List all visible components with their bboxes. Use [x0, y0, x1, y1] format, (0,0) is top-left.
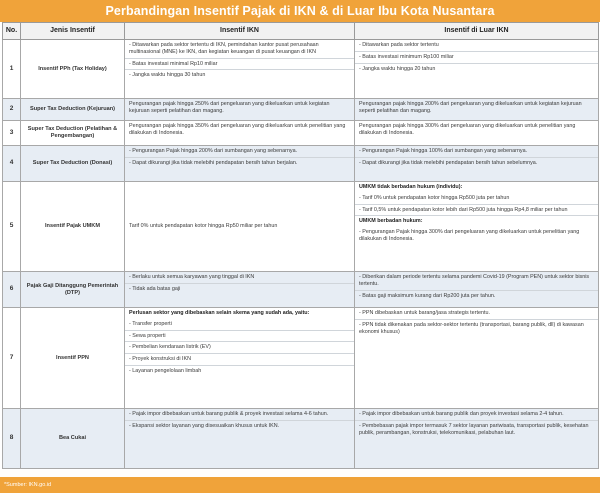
- luar-subheading: UMKM berbadan hukum:: [359, 218, 423, 225]
- row-ikn-cell: [125, 409, 355, 469]
- table-row: [3, 121, 599, 146]
- row-jenis: Pajak Gaji Ditanggung Pemerintah (DTP): [21, 272, 125, 308]
- luar-item: - Batas investasi minimum Rp100 miliar: [355, 52, 598, 64]
- row-luar-cell: [355, 99, 599, 121]
- row-luar-cell: [355, 121, 599, 146]
- luar-item: - Ditawarkan pada sektor tertentu: [355, 40, 598, 52]
- page-title: Perbandingan Insentif Pajak di IKN & di Luar Ibu Kota Nusantara: [0, 0, 600, 22]
- row-ikn-cell: [125, 99, 355, 121]
- row-luar-cell: [355, 272, 599, 308]
- ikn-item: - Sewa properti: [125, 331, 354, 343]
- luar-item: - Tarif 0,5% untuk pendapatan kotor lebih dari Rp500 juta hingga Rp4,8 miliar per tahun: [355, 205, 598, 217]
- header-ikn: Insentif IKN: [125, 23, 355, 40]
- luar-item: - Pembebasan pajak impor termasuk 7 sektor layanan pariwisata, transportasi publik, kesehatan publik, perambangan, konstruksi, telekomunikasi, pelabuhan laut.: [359, 422, 589, 436]
- row-ikn-cell: [125, 146, 355, 182]
- row-luar-cell: [355, 146, 599, 182]
- ikn-item: - Pengurangan Pajak hingga 200% dari sumbangan yang sebenarnya.: [125, 146, 354, 158]
- header-luar: Insentif di Luar IKN: [355, 23, 599, 40]
- table-row: [3, 409, 599, 469]
- row-jenis: Super Tax Deduction (Donasi): [21, 146, 125, 182]
- ikn-item: - Tidak ada batas gaji: [129, 285, 181, 292]
- luar-item: - Jangka waktu hingga 20 tahun: [359, 65, 436, 72]
- table-row: [3, 272, 599, 308]
- luar-item: - Dapat dikurangi jika tidak melebihi pendapatan bersih tahun sebelumnya.: [359, 159, 538, 166]
- table-row: [3, 308, 599, 409]
- row-number: 5: [3, 182, 21, 272]
- luar-item: - Pengurangan Pajak hingga 100% dari sumbangan yang sebenarnya.: [355, 146, 598, 158]
- row-ikn-cell: [125, 40, 355, 99]
- ikn-item: - Dapat dikurangi jika tidak melebihi pendapatan bersih tahun berjalan.: [129, 159, 298, 166]
- luar-item: - Pajak impor dibebaskan untuk barang publik dan proyek investasi selama 2-4 tahun.: [355, 409, 598, 421]
- row-luar-cell: [355, 308, 599, 409]
- row-number: 7: [3, 308, 21, 409]
- ikn-item: - Proyek konstruksi di IKN: [125, 354, 354, 366]
- row-jenis: Insentif PPN: [21, 308, 125, 409]
- luar-item: - PPN dibebaskan untuk barang/jasa strategis tertentu.: [355, 308, 598, 320]
- ikn-item: Tarif 0% untuk pendapatan kotor hingga Rp50 miliar per tahun: [129, 223, 278, 230]
- ikn-item: Pengurangan pajak hingga 350% dari pengeluaran yang dikeluarkan untuk penelitian yang dilakukan di Indonesia.: [129, 123, 346, 136]
- ikn-item: - Ditawarkan pada sektor tertentu di IKN, pemindahan kantor pusat perusahaan multinasional (MNE) ke IKN, dan kegiatan keuangan di pusat keuangan di IKN: [125, 40, 354, 59]
- ikn-item: - Pembelian kendaraan listrik (EV): [125, 342, 354, 354]
- header-no: No.: [3, 23, 21, 40]
- luar-item: Pengurangan pajak hingga 200% dari pengeluaran yang dikeluarkan untuk kegiatan kejuruan seperti pelatihan dan magang.: [359, 101, 582, 114]
- header-jenis: Jenis Insentif: [21, 23, 125, 40]
- ikn-item: - Berlaku untuk semua karyawan yang tinggal di IKN: [125, 272, 354, 284]
- table-row: [3, 182, 599, 272]
- ikn-item: - Ekspansi sektor layanan yang disesuaikan khusus untuk IKN.: [129, 422, 280, 429]
- row-jenis: Bea Cukai: [21, 409, 125, 469]
- ikn-item: - Jangka waktu hingga 30 tahun: [129, 72, 206, 79]
- luar-item: Pengurangan pajak hingga 300% dari pengeluaran yang dikeluarkan untuk penelitian yang dilakukan di Indonesia.: [359, 123, 576, 136]
- table-row: [3, 99, 599, 121]
- row-ikn-cell: [125, 308, 355, 409]
- luar-item: - PPN tidak dikenakan pada sektor-sektor tertentu (transportasi, barang publik, dll) di kawasan ekonomi khusus): [359, 321, 584, 335]
- table-row: [3, 40, 599, 99]
- luar-item: - Tarif 0% untuk pendapatan kotor hingga Rp500 juta per tahun: [355, 193, 598, 205]
- row-number: 2: [3, 99, 21, 121]
- ikn-item: - Layanan pengelolaan limbah: [129, 367, 202, 374]
- ikn-subheading: Perlusan sektor yang dibebaskan selain skema yang sudah ada, yaitu:: [129, 310, 310, 316]
- row-number: 3: [3, 121, 21, 146]
- row-number: 1: [3, 40, 21, 99]
- ikn-item: - Batas investasi minimal Rp10 miliar: [125, 59, 354, 71]
- row-ikn-cell: [125, 272, 355, 308]
- ikn-item: - Pajak impor dibebaskan untuk barang publik & proyek investasi selama 4-6 tahun.: [125, 409, 354, 421]
- ikn-item: Pengurangan pajak hingga 250% dari pengeluaran yang dikeluarkan untuk kegiatan kejuruan seperti pelatihan dan magang.: [129, 101, 330, 114]
- row-luar-cell: [355, 182, 599, 272]
- row-number: 8: [3, 409, 21, 469]
- luar-item: - Diberikan dalam periode tertentu selama pandemi Covid-19 (Program PEN) untuk sektor bisnis tertentu.: [355, 272, 598, 291]
- table-header-row: [3, 23, 599, 40]
- row-jenis: Insentif Pajak UMKM: [21, 182, 125, 272]
- row-number: 6: [3, 272, 21, 308]
- luar-item: - Pengurangan Pajak hingga 300% dari pengeluaran yang dikeluarkan untuk penelitian yang dilakukan di Indonesia.: [359, 229, 580, 242]
- row-ikn-cell: [125, 121, 355, 146]
- row-number: 4: [3, 146, 21, 182]
- row-luar-cell: [355, 40, 599, 99]
- ikn-item: - Transfer properti: [125, 319, 354, 331]
- comparison-table: [2, 22, 599, 469]
- luar-item: - Batas gaji maksimum kurang dari Rp200 juta per tahun.: [359, 292, 496, 299]
- luar-subheading: UMKM tidak berbadan hukum (individu):: [359, 184, 463, 190]
- row-jenis: Super Tax Deduction (Kejuruan): [21, 99, 125, 121]
- table-row: [3, 146, 599, 182]
- row-luar-cell: [355, 409, 599, 469]
- row-jenis: Super Tax Deduction (Pelatihan & Pengembangan): [21, 121, 125, 146]
- source-footer: *Sumber: IKN.go.id: [0, 477, 600, 493]
- row-jenis: Insentif PPh (Tax Holiday): [21, 40, 125, 99]
- row-ikn-cell: [125, 182, 355, 272]
